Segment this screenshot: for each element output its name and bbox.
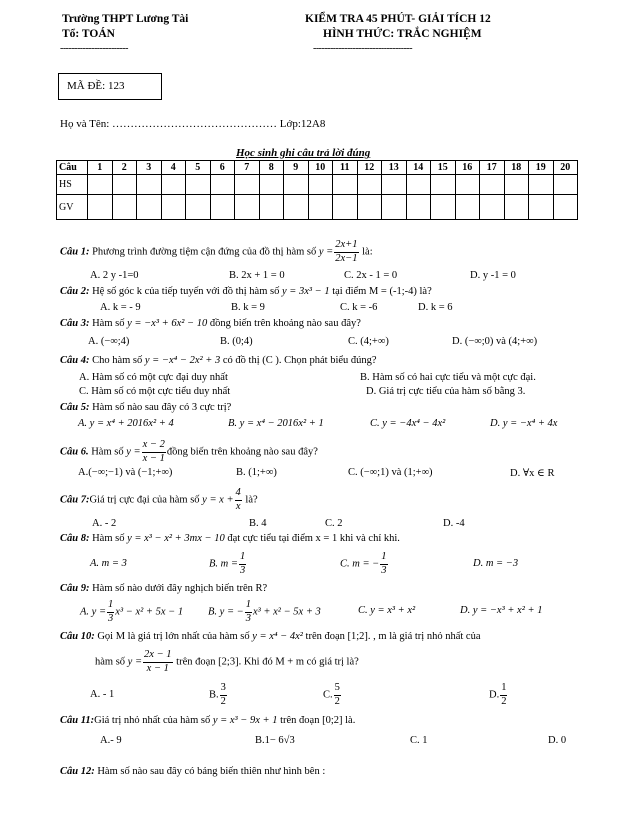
question-number: 17: [480, 161, 505, 175]
question-9: Câu 9: Hàm số nào dưới đây nghịch biến trên R?: [60, 583, 268, 594]
answer-cell[interactable]: [284, 195, 309, 220]
question-3: Câu 3: Hàm số y = −x³ + 6x² − 10 đồng biến trên khoảng nào sau đây?: [60, 318, 361, 329]
option-b[interactable]: B. $\frac{3}{2}$: [209, 682, 226, 707]
option-d[interactable]: D. k = 6: [418, 302, 453, 313]
option-c[interactable]: C. y = −4x⁴ − 4x²: [370, 418, 446, 429]
option-c[interactable]: C. 1: [410, 735, 428, 746]
option-a[interactable]: A. m = 3: [90, 558, 127, 569]
answer-table-head-cell: Câu: [57, 161, 88, 175]
answer-cell[interactable]: [186, 195, 211, 220]
answer-cell[interactable]: [529, 175, 554, 195]
answer-table: [56, 160, 578, 220]
option-a[interactable]: A.(−∞;−1) và (−1;+∞): [78, 467, 173, 478]
question-number: 11: [333, 161, 358, 175]
question-2: Câu 2: Hệ số góc k của tiếp tuyến với đồ thị hàm số y = 3x³ − 1 tại điểm M = (-1;-4) là?: [60, 286, 432, 297]
fraction: $\frac{1}{3}$: [381, 551, 387, 576]
answer-cell[interactable]: [284, 175, 309, 195]
answer-cell[interactable]: [161, 175, 186, 195]
question-number: 4: [161, 161, 186, 175]
formula: y = −x⁴ − 2x² + 3: [144, 355, 221, 366]
student-name-line: Họ và Tên: ……………………………………… Lớp:12A8: [60, 118, 326, 130]
option-b[interactable]: B. m = $\frac{1}{3}$: [209, 551, 246, 576]
question-number: 7: [235, 161, 260, 175]
option-a[interactable]: A. k = - 9: [100, 302, 141, 313]
option-d[interactable]: D. 0: [548, 735, 567, 746]
question-number: 13: [382, 161, 407, 175]
option-c[interactable]: C. m = − $\frac{1}{3}$: [340, 551, 387, 576]
answer-cell[interactable]: [504, 195, 529, 220]
row-label-gv: GV: [57, 195, 88, 220]
question-12: Câu 12: Hàm số nào sau đây có bảng biến thiên như hình bên :: [60, 766, 326, 777]
answer-cell[interactable]: [504, 175, 529, 195]
question-number: 2: [112, 161, 137, 175]
formula: y = 3x³ − 1: [281, 286, 330, 297]
answer-cell[interactable]: [357, 195, 382, 220]
answer-cell[interactable]: [480, 195, 505, 220]
question-1: Câu 1: Phương trình đường tiệm cận đứng của đồ thị hàm số y = $\frac{2x+1}{2x-1}$ là:: [60, 239, 373, 264]
option-b[interactable]: B. 4: [249, 518, 267, 529]
option-c[interactable]: C. $\frac{5}{2}$: [323, 682, 340, 707]
question-6: Câu 6. Hàm số y = $\frac{x - 2}{x - 1}$ đồng biến trên khoảng nào sau đây?: [60, 439, 318, 464]
fraction: $\frac{3}{2}$: [220, 682, 226, 707]
fraction: $\frac{1}{3}$: [245, 599, 251, 624]
option-d[interactable]: D. y = −x⁴ + 4x: [490, 418, 558, 429]
answer-row-hs: [57, 175, 578, 195]
question-11: Câu 11:Giá trị nhỏ nhất của hàm số y = x³ − 9x + 1 trên đoạn [0;2] là.: [60, 715, 356, 726]
answer-cell[interactable]: [210, 195, 235, 220]
exam-code-box: [58, 73, 162, 100]
answer-cell[interactable]: [431, 195, 456, 220]
option-c[interactable]: C. k = -6: [340, 302, 378, 313]
question-number: 14: [406, 161, 431, 175]
answer-cell[interactable]: [161, 195, 186, 220]
answer-cell[interactable]: [382, 175, 407, 195]
question-number: 10: [308, 161, 333, 175]
answer-cell[interactable]: [333, 195, 358, 220]
option-b[interactable]: B. (0;4): [220, 336, 253, 347]
fraction: $\frac{5}{2}$: [334, 682, 340, 707]
question-5: Câu 5: Hàm số nào sau đây có 3 cực trị?: [60, 402, 232, 413]
fraction: $\frac{2x+1}{2x-1}$: [335, 239, 358, 264]
option-d[interactable]: D. $\frac{1}{2}$: [489, 682, 507, 707]
question-number: 19: [529, 161, 554, 175]
option-d[interactable]: D. ∀x ∈ R: [510, 468, 555, 479]
option-b[interactable]: B. k = 9: [231, 302, 265, 313]
answer-cell[interactable]: [480, 175, 505, 195]
header-divider-left: ------------------------: [60, 43, 128, 54]
option-b[interactable]: B. y = − $\frac{1}{3}$ x³ + x² − 5x + 3: [208, 599, 321, 624]
question-number: 12: [357, 161, 382, 175]
fraction: $\frac{2x - 1}{x - 1}$: [144, 649, 172, 674]
answer-cell[interactable]: [308, 175, 333, 195]
fraction: $\frac{1}{3}$: [239, 551, 246, 576]
option-d[interactable]: D. (−∞;0) và (4;+∞): [452, 336, 538, 347]
option-a[interactable]: A. Hàm số có một cực đại duy nhất: [79, 372, 228, 383]
fraction: $\frac{4}{x}$: [235, 487, 241, 512]
question-10: Câu 10: Gọi M là giá trị lớn nhất của hàm số y = x⁴ − 4x² trên đoạn [1;2]. , m là giá trị nhỏ nhất của: [60, 631, 481, 642]
option-d[interactable]: D. y -1 = 0: [470, 270, 516, 281]
fraction: $\frac{1}{2}$: [501, 682, 507, 707]
option-a[interactable]: A.- 9: [100, 735, 122, 746]
option-c[interactable]: C. y = x³ + x²: [358, 605, 416, 616]
option-d[interactable]: D. m = −3: [473, 558, 519, 569]
question-7: Câu 7:Giá trị cực đại của hàm số y = x + $\frac{4}{x}$ là?: [60, 487, 258, 512]
answer-cell[interactable]: [357, 175, 382, 195]
answer-cell[interactable]: [431, 175, 456, 195]
answer-table-header-row: [57, 161, 578, 175]
question-number: 9: [284, 161, 309, 175]
answer-cell[interactable]: [235, 195, 260, 220]
option-a[interactable]: A. 2 y -1=0: [90, 270, 139, 281]
option-c[interactable]: C. 2x - 1 = 0: [344, 270, 398, 281]
header-divider-right: -----------------------------------: [313, 43, 413, 54]
fraction: $\frac{1}{3}$: [108, 599, 114, 624]
question-4: Câu 4: Cho hàm số y = −x⁴ − 2x² + 3 có đồ thị (C ). Chọn phát biểu đúng?: [60, 355, 377, 366]
question-label: Câu 1:: [60, 246, 90, 258]
exam-code: MÃ ĐỀ: 123: [67, 80, 125, 92]
option-b[interactable]: B. Hàm số có hai cực tiểu và một cực đại.: [360, 372, 536, 383]
answer-cell[interactable]: [186, 175, 211, 195]
answer-cell[interactable]: [88, 175, 113, 195]
answer-cell[interactable]: [553, 195, 578, 220]
option-d[interactable]: D. y = −x³ + x² + 1: [460, 605, 543, 616]
row-label-hs: HS: [57, 175, 88, 195]
answer-cell[interactable]: [406, 175, 431, 195]
answer-cell[interactable]: [235, 175, 260, 195]
option-a[interactable]: A. y = $\frac{1}{3}$ x³ − x² + 5x − 1: [80, 599, 184, 624]
option-a[interactable]: A. y = x⁴ + 2016x² + 4: [78, 418, 174, 429]
answer-table-caption: Học sinh ghi câu trả lời đúng: [236, 147, 371, 159]
fraction: $\frac{x - 2}{x - 1}$: [142, 439, 165, 464]
question-number: 15: [431, 161, 456, 175]
answer-row-gv: [57, 195, 578, 220]
option-a[interactable]: A. - 2: [92, 518, 117, 529]
question-number: 3: [137, 161, 162, 175]
question-text: Phương trình đường tiệm cận đứng của đồ thị hàm số: [92, 246, 317, 258]
question-number: 20: [553, 161, 578, 175]
option-c[interactable]: C. Hàm số có một cực tiểu duy nhất: [79, 386, 231, 397]
answer-cell[interactable]: [406, 195, 431, 220]
answer-cell[interactable]: [333, 175, 358, 195]
answer-cell[interactable]: [553, 175, 578, 195]
option-c[interactable]: C. (−∞;1) và (1;+∞): [348, 467, 433, 478]
option-d[interactable]: D. Giá trị cực tiểu của hàm số bằng 3.: [366, 386, 526, 397]
answer-cell[interactable]: [137, 175, 162, 195]
option-b[interactable]: B. 2x + 1 = 0: [229, 270, 285, 281]
answer-cell[interactable]: [382, 195, 407, 220]
question-number: 5: [186, 161, 211, 175]
option-b[interactable]: B. y = x⁴ − 2016x² + 1: [228, 418, 324, 429]
question-number: 1: [88, 161, 113, 175]
answer-cell[interactable]: [259, 195, 284, 220]
question-8: Câu 8: Hàm số y = x³ − x² + 3mx − 10 đạt cực tiểu tại điểm x = 1 khi và chỉ khi.: [60, 533, 400, 544]
answer-cell[interactable]: [137, 195, 162, 220]
answer-cell[interactable]: [529, 195, 554, 220]
formula: y =: [318, 246, 334, 258]
answer-cell[interactable]: [455, 175, 480, 195]
option-b[interactable]: B. (1;+∞): [236, 467, 277, 478]
exam-form: HÌNH THỨC: TRẮC NGHIỆM: [323, 28, 482, 40]
option-b[interactable]: B.1− 6√3: [255, 735, 295, 746]
exam-title: KIỂM TRA 45 PHÚT- GIẢI TÍCH 12: [305, 13, 491, 25]
answer-cell[interactable]: [112, 175, 137, 195]
department: Tổ: TOÁN: [62, 28, 115, 40]
option-c[interactable]: C. 2: [325, 518, 343, 529]
answer-cell[interactable]: [88, 195, 113, 220]
question-number: 18: [504, 161, 529, 175]
question-number: 16: [455, 161, 480, 175]
question-10-line2: hàm số y = $\frac{2x - 1}{x - 1}$ trên đoạn [2;3]. Khi đó M + m có giá trị là?: [95, 649, 359, 674]
answer-cell[interactable]: [112, 195, 137, 220]
question-number: 6: [210, 161, 235, 175]
answer-cell[interactable]: [210, 175, 235, 195]
answer-cell[interactable]: [308, 195, 333, 220]
school-name: Trường THPT Lương Tài: [62, 13, 189, 25]
option-d[interactable]: D. -4: [443, 518, 465, 529]
option-a[interactable]: A. - 1: [90, 689, 115, 700]
option-a[interactable]: A. (−∞;4): [88, 336, 130, 347]
answer-cell[interactable]: [259, 175, 284, 195]
formula: y = −x³ + 6x² − 10: [127, 318, 208, 329]
question-number: 8: [259, 161, 284, 175]
answer-cell[interactable]: [455, 195, 480, 220]
option-c[interactable]: C. (4;+∞): [348, 336, 389, 347]
